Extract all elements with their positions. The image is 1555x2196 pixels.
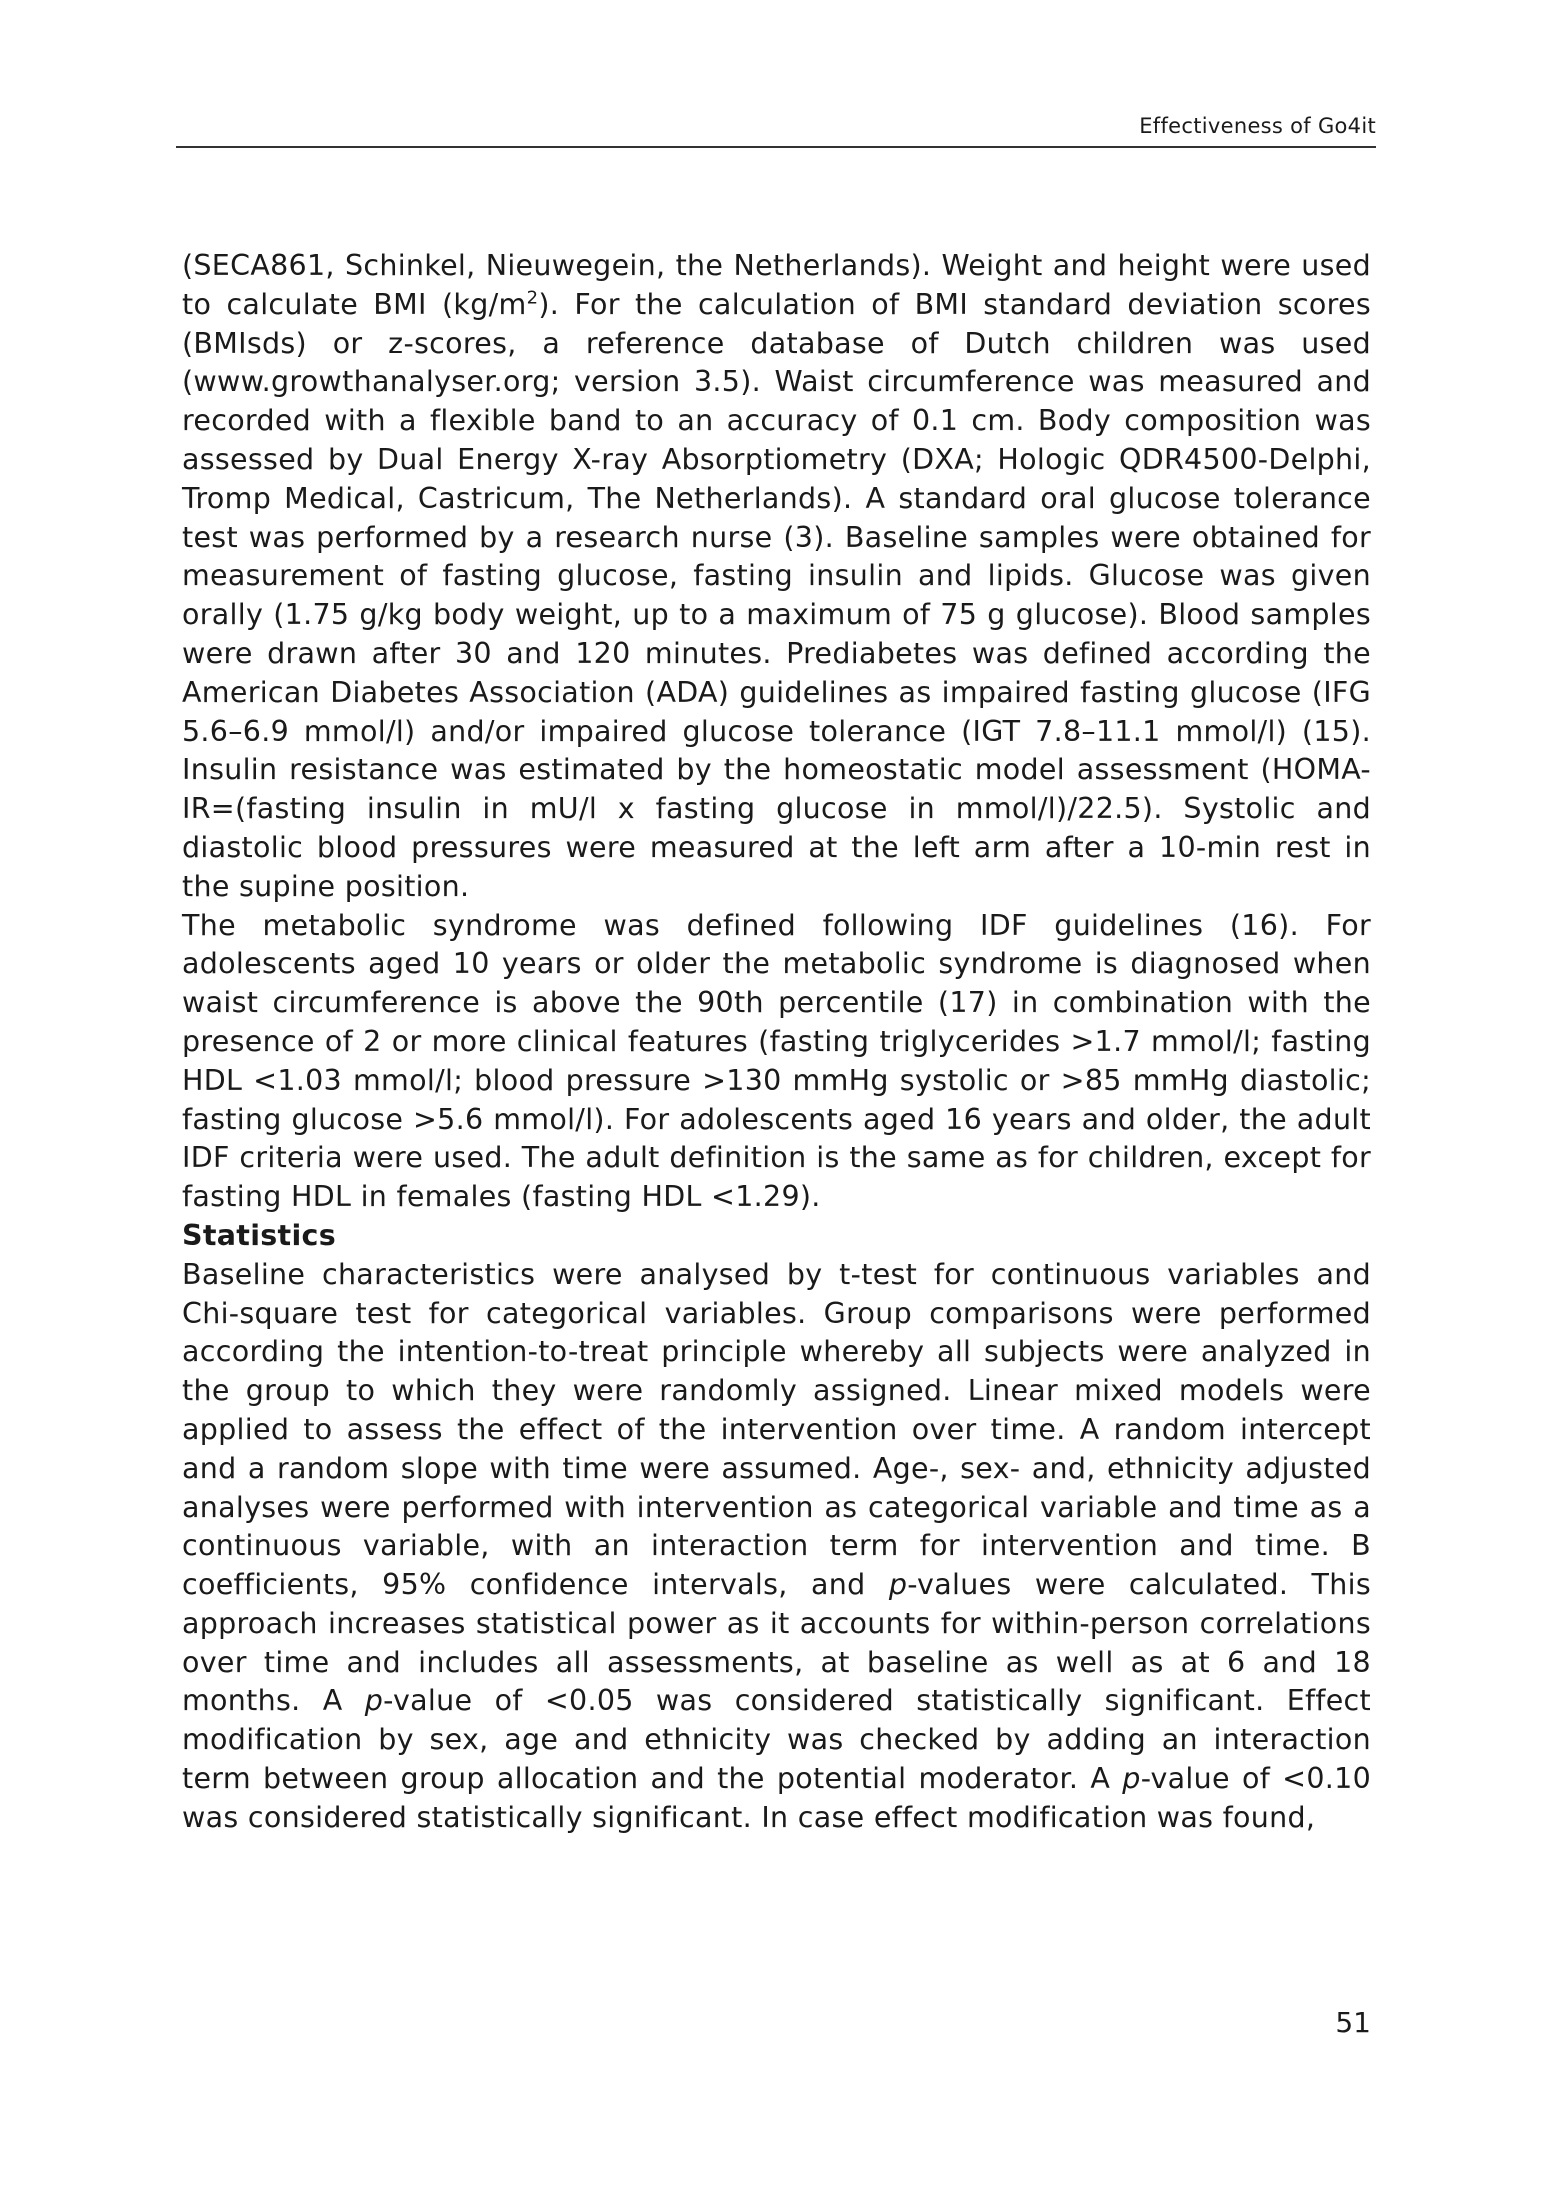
paragraph-text: -values were calculated. This approach increases statistical power as it accounts for within-person correlations over time and includes all assessments, at baseline as well as at 6 and 18 months. A: [182, 1568, 1371, 1718]
italic-p: p: [364, 1684, 384, 1718]
body-text: [182, 247, 1371, 1838]
paragraph-text: ). For the calculation of BMI standard deviation scores (BMIsds) or z-scores, a reference database of Dutch children was used (www.growthanalyser.org; version 3.5). Waist circumference was measured and recorded with a flexible band to an accuracy of 0.1 cm. Body composition was assessed by Dual Energy X-ray Absorptiometry (DXA; Hologic QDR4500-Delphi, Tromp Medical, Castricum, The Netherlands). A standard oral glucose tolerance test was performed by a research nurse (3). Baseline samples were obtained for measurement of fasting glucose, fasting insulin and lipids. Glucose was given orally (1.75 g/kg body weight, up to a maximum of 75 g glucose). Blood samples were drawn after 30 and 120 minutes. Prediabetes was defined according the American Diabetes Association (ADA) guidelines as impaired fasting glucose (IFG 5.6–6.9 mmol/l) and/or impaired glucose tolerance (IGT 7.8–11.1 mmol/l) (15). Insulin resistance was estimated by the homeostatic model assessment (HOMA-IR=(fasting insulin in mU/l x fasting glucose in mmol/l)/22.5). Systolic and diastolic blood pressures were measured at the left arm after a 10-min rest in the supine position.: [182, 287, 1371, 903]
running-header: [176, 110, 1376, 148]
italic-p: p: [888, 1568, 908, 1602]
paragraph-text: -value of <0.10 was considered statistically significant. In case effect modification was found,: [182, 1762, 1371, 1834]
superscript: 2: [526, 287, 539, 309]
italic-p: p: [1122, 1762, 1141, 1796]
paragraph-measurements: [182, 247, 1371, 907]
paragraph-text: The metabolic syndrome was defined following IDF guidelines (16). For adolescents aged 10 years or older the metabolic syndrome is diagnosed when waist circumference is above the 90th percentile (17) in combination with the presence of 2 or more clinical features (fasting triglycerides >1.7 mmol/l; fasting HDL <1.03 mmol/l; blood pressure >130 mmHg systolic or >85 mmHg diastolic; fasting glucose >5.6 mmol/l). For adolescents aged 16 years and older, the adult IDF criteria were used. The adult definition is the same as for children, except for fasting HDL in females (fasting HDL <1.29).: [182, 908, 1371, 1214]
section-heading-statistics: Statistics: [182, 1218, 336, 1252]
paragraph-text: -value of <0.05 was considered statistically significant. Effect modification by sex, age and ethnicity was checked by adding an interaction term between group allocation and the potential moderator. A: [182, 1684, 1371, 1796]
paragraph-metabolic-syndrome: [182, 907, 1371, 1217]
page-number: 51: [1335, 2006, 1371, 2039]
paragraph-text: (SECA861, Schinkel, Nieuwegein, the Netherlands). Weight and height were used to calculate BMI (kg/m: [182, 249, 1371, 321]
running-title: Effectiveness of Go4it: [1139, 114, 1376, 138]
paragraph-text: Baseline characteristics were analysed by t-test for continuous variables and Chi-square test for categorical variables. Group comparisons were performed according the intention-to-treat principle whereby all subjects were analyzed in the group to which they were randomly assigned. Linear mixed models were applied to assess the effect of the intervention over time. A random intercept and a random slope with time were assumed. Age-, sex- and, ethnicity adjusted analyses were performed with intervention as categorical variable and time as a continuous variable, with an interaction term for intervention and time. B coefficients, 95% confidence intervals, and: [182, 1257, 1371, 1602]
paragraph-statistics: [182, 1256, 1371, 1838]
